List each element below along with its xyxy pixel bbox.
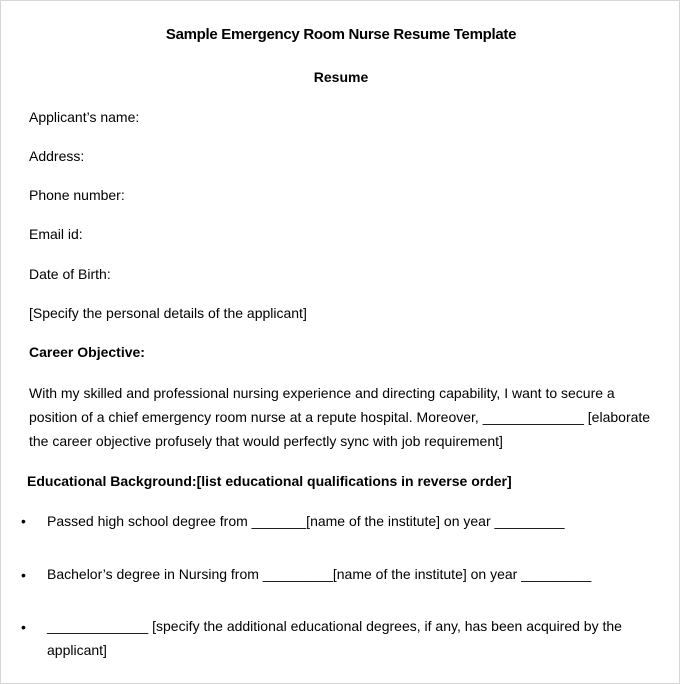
education-item xyxy=(47,509,565,533)
bullet-marker: • xyxy=(21,567,26,583)
education-item-line: _____________ [specify the additional educational degrees, if any, has been acquired by the xyxy=(47,618,622,634)
education-item-line: Passed high school degree from _______[name of the institute] on year _________ xyxy=(47,513,565,529)
education-item-line: Bachelor’s degree in Nursing from _________[name of the institute] on year _________ xyxy=(47,566,592,582)
education-item xyxy=(47,562,591,586)
career-line: With my skilled and professional nursing experience and directing capability, I want to secure a xyxy=(29,385,615,401)
education-item-line: applicant] xyxy=(47,642,107,658)
document-subtitle: Resume xyxy=(313,69,369,85)
career-objective-heading: Career Objective: xyxy=(29,344,145,360)
personal-details-note: [Specify the personal details of the applicant] xyxy=(29,305,307,321)
field-email-id: Email id: xyxy=(29,226,83,242)
career-objective-text xyxy=(29,381,659,453)
document-title: Sample Emergency Room Nurse Resume Template xyxy=(165,26,517,43)
bullet-marker: • xyxy=(21,619,26,635)
field-address: Address: xyxy=(29,148,85,164)
educational-background-heading: Educational Background:[list educational qualifications in reverse order] xyxy=(27,473,512,489)
career-line: the career objective profusely that would perfectly sync with job requirement] xyxy=(29,433,503,449)
field-phone-number: Phone number: xyxy=(29,187,125,203)
field-applicant-name: Applicant’s name: xyxy=(29,109,140,125)
career-line: position of a chief emergency room nurse at a repute hospital. Moreover, _____________ [elaborate xyxy=(29,409,651,425)
bullet-marker: • xyxy=(21,513,26,529)
education-item xyxy=(47,614,622,662)
field-date-of-birth: Date of Birth: xyxy=(29,266,111,282)
